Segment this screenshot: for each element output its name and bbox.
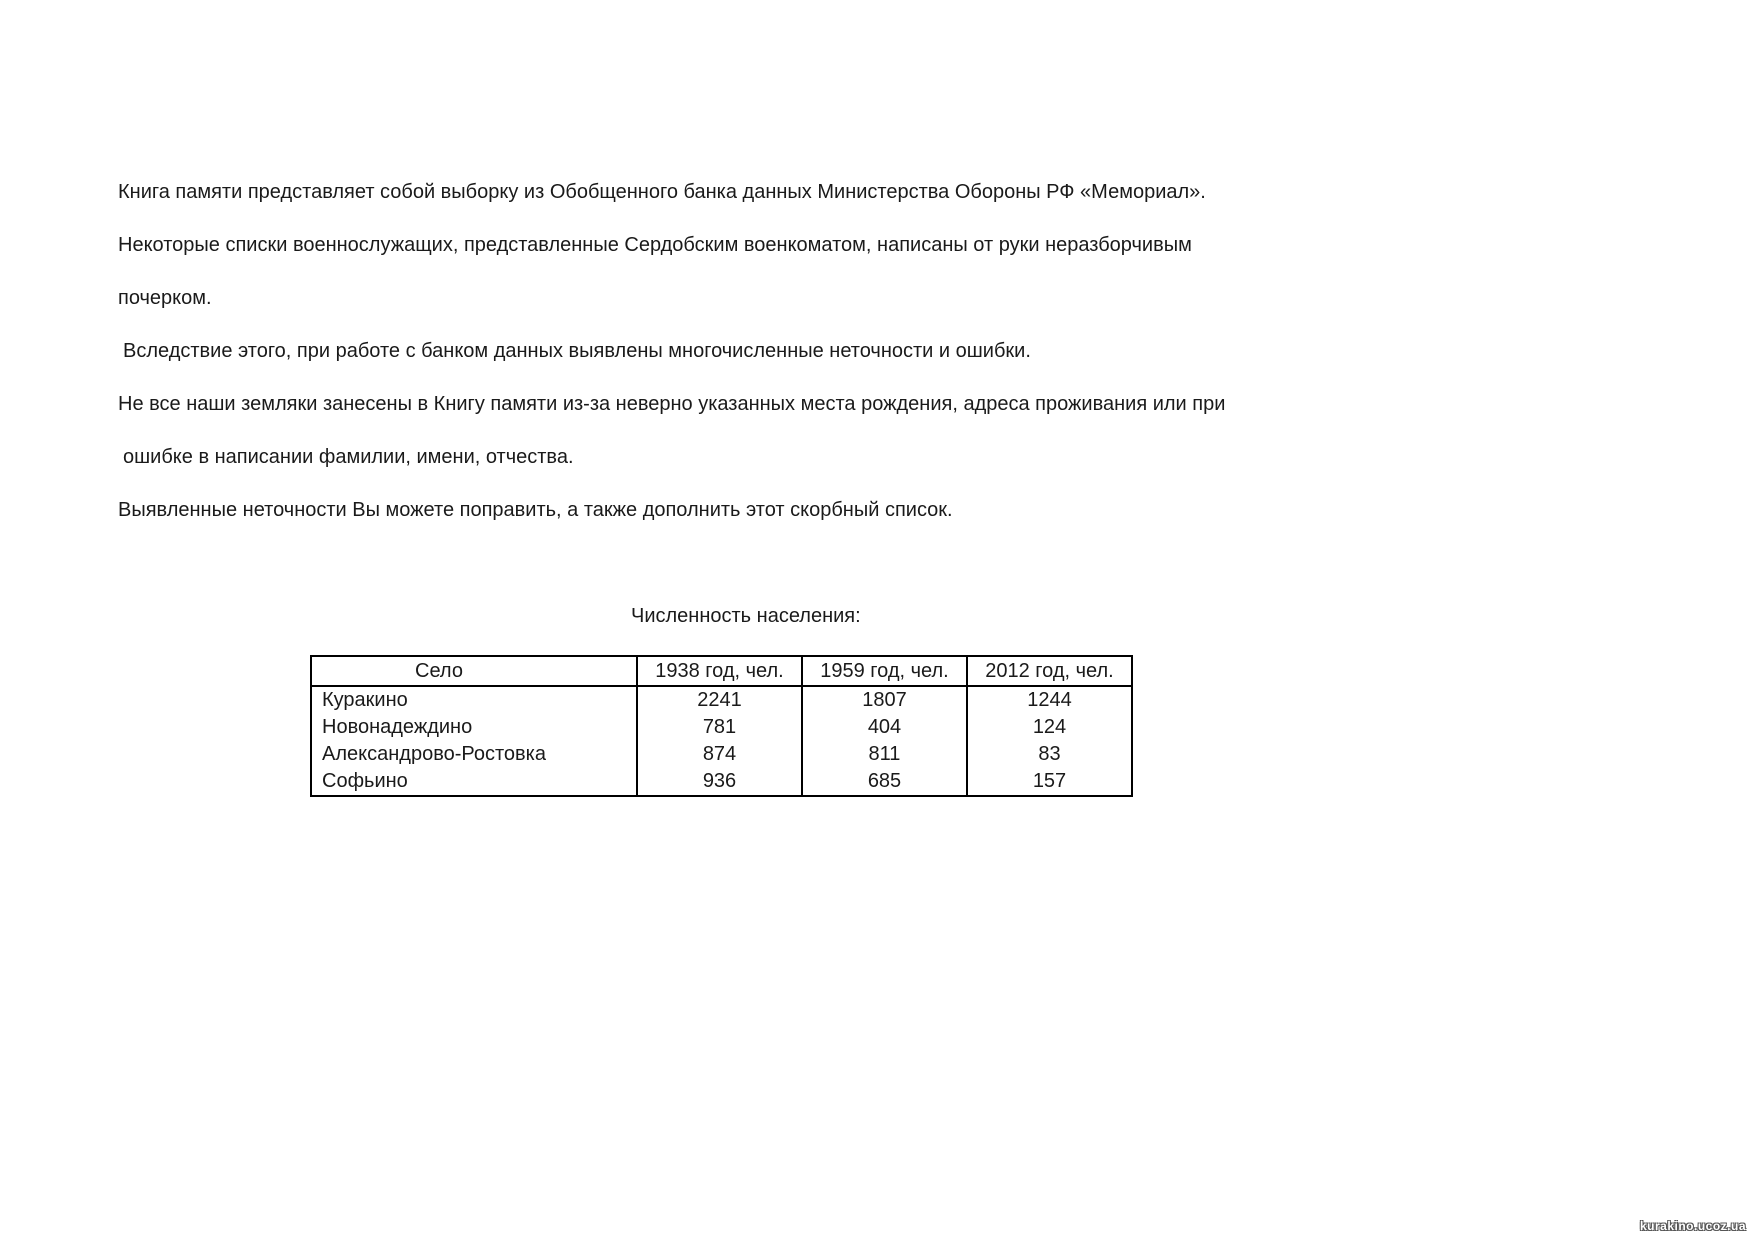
population-table [310,655,1133,797]
header-1938: 1938 год, чел. [637,656,802,686]
table-row [311,714,1132,741]
cell-1959: 404 [802,714,967,741]
paragraph-2: Некоторые списки военнослужащих, представленные Сердобским военкоматом, написаны от руки неразборчивым [118,234,1192,256]
site-watermark: kurakino.ucoz.ua [1639,1219,1746,1233]
cell-1938: 781 [637,714,802,741]
table-row [311,741,1132,768]
table-header-row [311,656,1132,686]
table-row [311,686,1132,714]
cell-2012: 124 [967,714,1132,741]
paragraph-5: Не все наши земляки занесены в Книгу памяти из-за неверно указанных места рождения, адреса проживания или при [118,393,1226,415]
cell-1959: 685 [802,768,967,796]
paragraph-3: почерком. [118,287,212,309]
cell-2012: 157 [967,768,1132,796]
paragraph-1: Книга памяти представляет собой выборку из Обобщенного банка данных Министерства Обороны РФ «Мемориал». [118,181,1206,203]
cell-village: Куракино [311,686,637,714]
table-title: Численность населения: [631,605,861,627]
header-1959: 1959 год, чел. [802,656,967,686]
table-row [311,768,1132,796]
cell-1959: 811 [802,741,967,768]
cell-village: Софьино [311,768,637,796]
cell-1938: 2241 [637,686,802,714]
cell-2012: 83 [967,741,1132,768]
cell-1938: 936 [637,768,802,796]
cell-1959: 1807 [802,686,967,714]
header-village: Село [311,656,637,686]
cell-1938: 874 [637,741,802,768]
paragraph-4: Вследствие этого, при работе с банком данных выявлены многочисленные неточности и ошибки. [123,340,1031,362]
header-2012: 2012 год, чел. [967,656,1132,686]
cell-2012: 1244 [967,686,1132,714]
cell-village: Александрово-Ростовка [311,741,637,768]
paragraph-6: ошибке в написании фамилии, имени, отчества. [123,446,574,468]
paragraph-7: Выявленные неточности Вы можете поправить, а также дополнить этот скорбный список. [118,499,953,521]
cell-village: Новонадеждино [311,714,637,741]
